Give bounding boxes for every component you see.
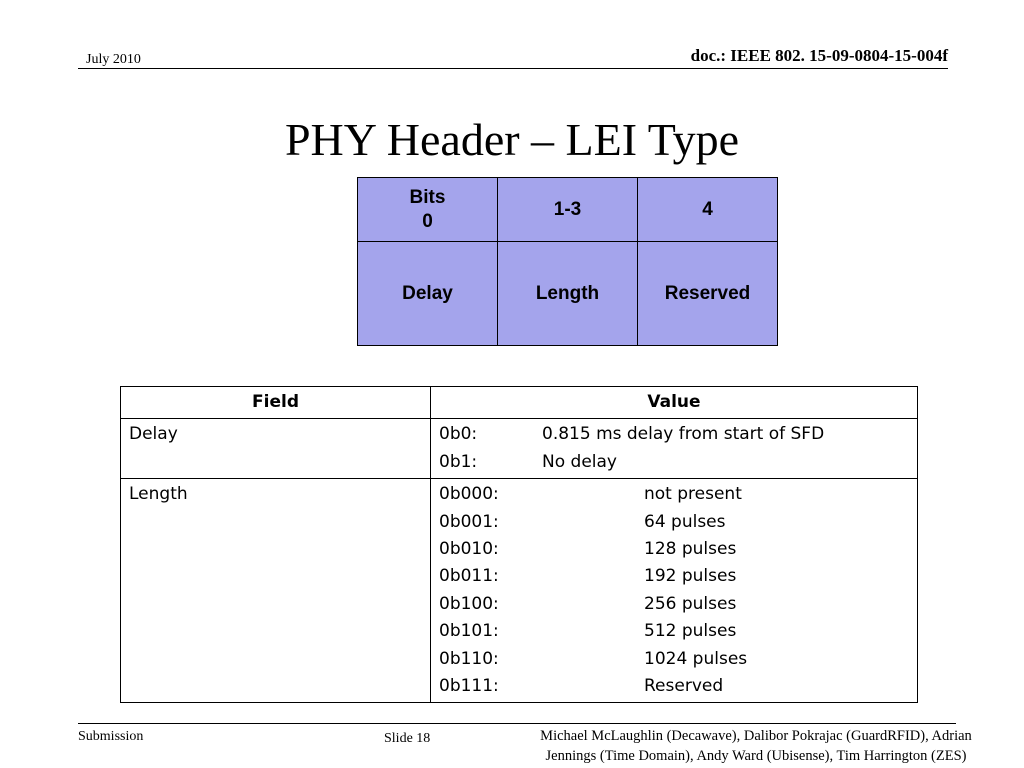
field-values — [431, 419, 918, 479]
value-code: 0b101: — [439, 621, 499, 642]
bit-cell-line: 0 — [422, 210, 433, 232]
footer-divider — [78, 723, 956, 724]
value-code: 0b110: — [439, 648, 499, 669]
footer-authors — [490, 726, 1022, 766]
value-desc: 256 pulses — [644, 593, 737, 614]
authors-line: Michael McLaughlin (Decawave), Dalibor Pokrajac (GuardRFID), Adrian — [540, 728, 972, 744]
value-code: 0b1: — [439, 451, 478, 472]
value-code: 0b001: — [439, 511, 499, 532]
field-name: Length — [121, 479, 431, 703]
value-entry — [439, 673, 909, 700]
value-entry — [439, 536, 909, 563]
value-desc: 64 pulses — [644, 511, 726, 532]
bit-cell — [498, 178, 638, 242]
value-code: 0b011: — [439, 566, 499, 587]
value-code: 0b100: — [439, 593, 499, 614]
value-entry — [439, 421, 909, 448]
value-code: 0b0: — [439, 424, 478, 445]
value-desc: not present — [644, 484, 742, 505]
table-header-row — [121, 387, 918, 419]
field-value-table — [120, 386, 918, 703]
field-values — [431, 479, 918, 703]
footer-submission: Submission — [78, 729, 144, 744]
value-entry — [439, 509, 909, 536]
field-name: Delay — [121, 419, 431, 479]
bit-cell-line: Bits — [409, 186, 446, 208]
authors-line: Jennings (Time Domain), Andy Ward (Ubisense), Tim Harrington (ZES) — [545, 748, 967, 764]
column-header-field: Field — [121, 387, 431, 419]
table-row — [121, 479, 918, 703]
bit-index-row — [358, 178, 778, 242]
value-desc: 512 pulses — [644, 621, 737, 642]
bit-field-cell: Length — [498, 242, 638, 346]
value-desc: Reserved — [644, 676, 724, 697]
value-desc: 128 pulses — [644, 539, 737, 560]
bit-field-cell: Reserved — [638, 242, 778, 346]
value-entry — [439, 481, 909, 508]
header-divider — [78, 68, 948, 69]
bit-cell — [358, 178, 498, 242]
value-entry — [439, 449, 909, 476]
value-desc: No delay — [542, 451, 617, 472]
value-entry — [439, 646, 909, 673]
value-entry — [439, 618, 909, 645]
slide-number: Slide 18 — [384, 731, 431, 746]
value-desc: 192 pulses — [644, 566, 737, 587]
value-desc: 0.815 ms delay from start of SFD — [542, 424, 825, 445]
bit-cell — [638, 178, 778, 242]
value-entry — [439, 591, 909, 618]
document-id: doc.: IEEE 802. 15-09-0804-15-004f — [690, 46, 948, 65]
bit-field-cell: Delay — [358, 242, 498, 346]
slide-title: PHY Header – LEI Type — [284, 114, 740, 165]
bit-cell-line: 4 — [702, 198, 713, 220]
bit-field-row — [358, 242, 778, 346]
value-code: 0b111: — [439, 676, 499, 697]
value-code: 0b000: — [439, 484, 499, 505]
bit-cell-line: 1-3 — [553, 198, 582, 220]
value-desc: 1024 pulses — [644, 648, 748, 669]
value-code: 0b010: — [439, 539, 499, 560]
header-date: July 2010 — [86, 52, 141, 67]
table-row — [121, 419, 918, 479]
bit-layout-table — [357, 177, 778, 346]
column-header-value: Value — [431, 387, 918, 419]
value-entry — [439, 563, 909, 590]
